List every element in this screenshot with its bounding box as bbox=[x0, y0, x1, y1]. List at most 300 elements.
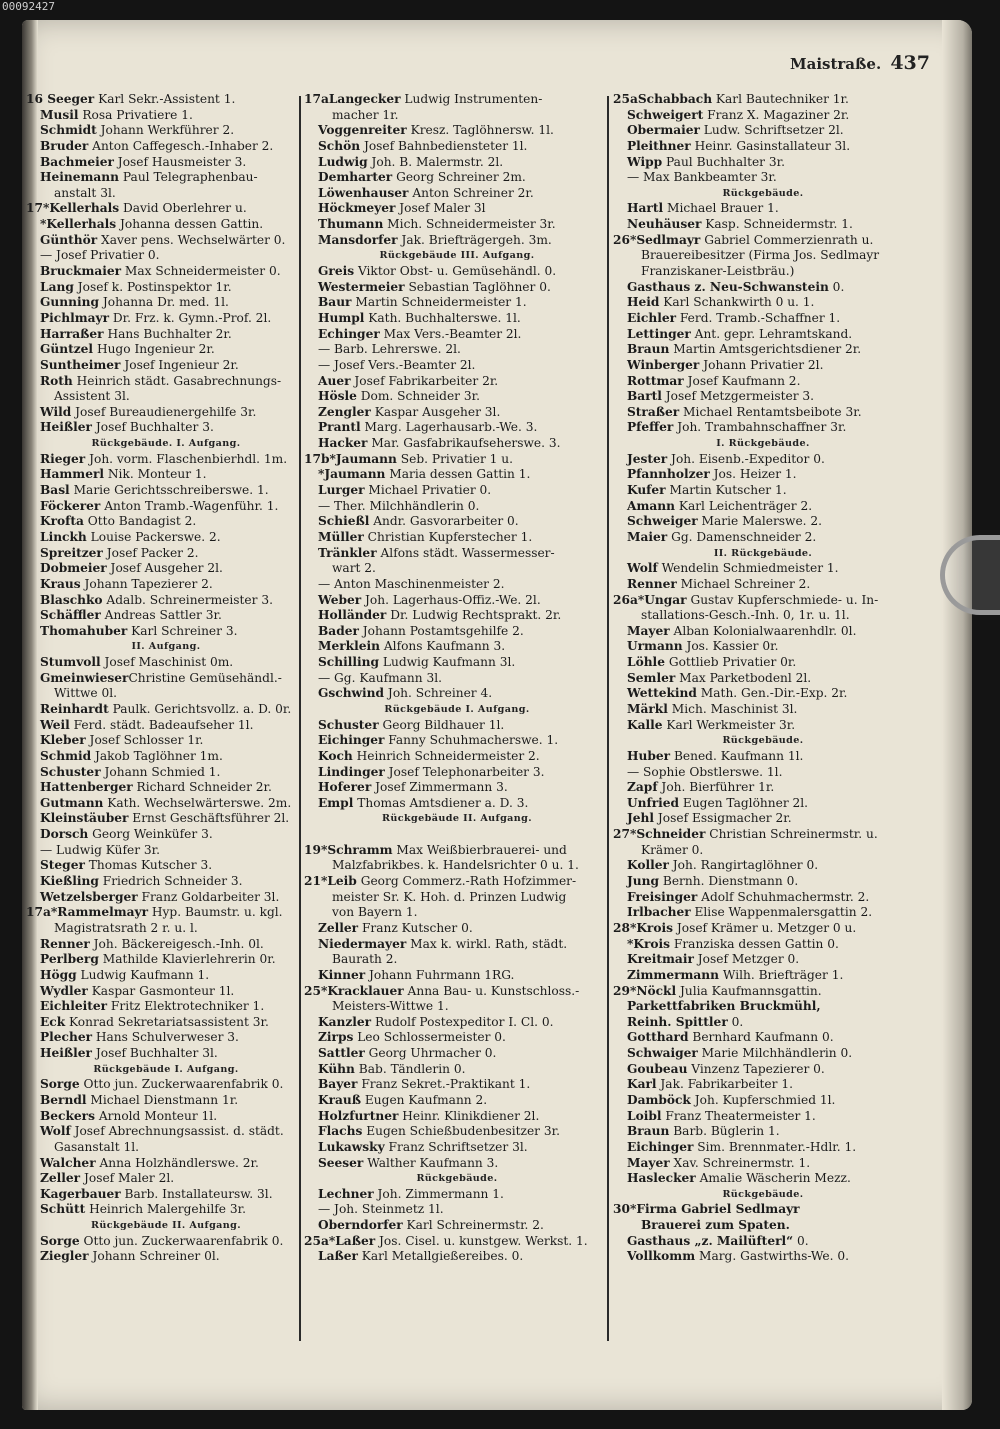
directory-entry bbox=[26, 858, 306, 874]
resident-details: Arnold Monteur 1l. bbox=[94, 1108, 218, 1123]
resident-surname: Rammelmayr bbox=[57, 905, 149, 920]
resident-surname: Wettekind bbox=[627, 686, 697, 701]
resident-surname: Eichleiter bbox=[40, 999, 108, 1014]
house-number: 25* bbox=[304, 983, 328, 998]
directory-entry bbox=[613, 170, 913, 186]
directory-entry bbox=[613, 1234, 913, 1250]
directory-entry bbox=[613, 389, 913, 405]
directory-entry bbox=[613, 201, 913, 217]
resident-surname: Gschwind bbox=[318, 686, 385, 701]
directory-entry bbox=[304, 452, 610, 468]
resident-details: Gottlieb Privatier 0r. bbox=[664, 655, 797, 670]
resident-details: Josef Packer 2. bbox=[102, 545, 199, 560]
directory-entry bbox=[613, 108, 913, 124]
resident-details: Josef Ingenieur 2r. bbox=[120, 357, 239, 372]
resident-details: Joh. B. Malermstr. 2l. bbox=[367, 154, 504, 169]
resident-details: Friedrich Schneider 3. bbox=[98, 874, 243, 889]
resident-details: Franz Schriftsetzer 3l. bbox=[384, 1139, 528, 1154]
resident-surname: Braun bbox=[627, 342, 670, 357]
directory-entry bbox=[304, 858, 610, 874]
resident-details: Otto jun. Zuckerwaarenfabrik 0. bbox=[79, 1077, 284, 1092]
directory-entry bbox=[304, 1124, 610, 1140]
directory-entry bbox=[26, 1140, 306, 1156]
resident-details: Josef Abrechnungsassist. d. städt. bbox=[70, 1124, 284, 1139]
directory-entry bbox=[26, 1109, 306, 1125]
directory-entry bbox=[613, 671, 913, 687]
resident-surname: Zirps bbox=[318, 1030, 354, 1045]
house-number: 16 bbox=[26, 92, 48, 106]
resident-details: Vinzenz Tapezierer 0. bbox=[687, 1061, 825, 1076]
page-number: 437 bbox=[890, 52, 930, 74]
directory-entry bbox=[26, 186, 306, 202]
directory-entry bbox=[304, 593, 610, 609]
directory-entry bbox=[26, 530, 306, 546]
resident-surname: Blaschko bbox=[40, 592, 103, 607]
house-number: 30* bbox=[613, 1202, 637, 1217]
resident-details: Anton Schreiner 2r. bbox=[408, 185, 534, 200]
resident-details: Sim. Brennmater.-Hdlr. 1. bbox=[693, 1139, 857, 1154]
resident-surname: Schäffler bbox=[40, 608, 101, 623]
resident-surname: Thumann bbox=[318, 217, 384, 232]
resident-surname: Hammerl bbox=[40, 467, 105, 482]
resident-details: Jak. Fabrikarbeiter 1. bbox=[656, 1077, 793, 1092]
resident-details: Josef Bahnbediensteter 1l. bbox=[360, 138, 528, 153]
resident-details: Heinrich Malergehilfe 3r. bbox=[85, 1202, 247, 1217]
directory-entry bbox=[304, 420, 610, 436]
directory-entry bbox=[26, 765, 306, 781]
resident-surname: Greis bbox=[318, 264, 355, 279]
directory-entry bbox=[26, 499, 306, 515]
resident-surname: Eichinger bbox=[318, 733, 385, 748]
directory-entry bbox=[613, 295, 913, 311]
directory-entry bbox=[304, 796, 610, 812]
resident-surname: Bachmeier bbox=[40, 154, 114, 169]
directory-entry bbox=[613, 499, 913, 515]
resident-details: Christine Gemüsehändl.- bbox=[128, 670, 282, 685]
resident-details: Wittwe 0l. bbox=[54, 686, 118, 701]
resident-details: — Ludwig Küfer 3r. bbox=[40, 842, 161, 857]
resident-surname: Jaumann bbox=[335, 451, 397, 466]
directory-entry bbox=[26, 1187, 306, 1203]
resident-details: Kath. Buchhalterswe. 1l. bbox=[364, 310, 521, 325]
resident-surname: Gutmann bbox=[40, 795, 104, 810]
resident-surname: Hacker bbox=[318, 436, 368, 451]
directory-entry bbox=[26, 233, 306, 249]
resident-details: Karl Werkmeister 3r. bbox=[662, 717, 796, 732]
directory-entry bbox=[304, 718, 610, 734]
directory-entry bbox=[304, 311, 610, 327]
resident-surname: Koch bbox=[318, 748, 353, 763]
resident-details: Heinr. Klinikdiener 2l. bbox=[398, 1108, 540, 1123]
directory-entry bbox=[304, 1062, 610, 1078]
directory-entry bbox=[613, 483, 913, 499]
resident-surname: Kraus bbox=[40, 576, 81, 591]
resident-surname: Westermeier bbox=[318, 279, 405, 294]
directory-entry bbox=[304, 984, 610, 1000]
resident-surname: Holländer bbox=[318, 608, 387, 623]
resident-surname: Reinh. Spittler bbox=[627, 1014, 728, 1029]
resident-surname: Kleinstäuber bbox=[40, 811, 129, 826]
resident-surname: Bruder bbox=[40, 138, 89, 153]
directory-entry bbox=[304, 1077, 610, 1093]
section-heading: Rückgebäude II. Aufgang. bbox=[90, 1220, 242, 1232]
directory-entry bbox=[613, 530, 913, 546]
directory-entry bbox=[304, 749, 610, 765]
resident-details: Heinrich städt. Gasabrechnungs- bbox=[72, 373, 282, 388]
directory-entry bbox=[304, 577, 610, 593]
resident-surname: Urmann bbox=[627, 639, 683, 654]
resident-details: Hans Buchhalter 2r. bbox=[103, 326, 232, 341]
resident-surname: Kühn bbox=[318, 1061, 355, 1076]
resident-surname: Krofta bbox=[40, 514, 84, 529]
directory-entry bbox=[304, 280, 610, 296]
resident-details: Gasanstalt 1l. bbox=[54, 1139, 139, 1154]
directory-entry bbox=[26, 420, 306, 436]
directory-entry bbox=[613, 811, 913, 827]
resident-details: Josef Ausgeher 2l. bbox=[106, 561, 223, 576]
resident-details: Joh. vorm. Flaschenbierhdl. 1m. bbox=[85, 451, 288, 466]
directory-entry bbox=[26, 405, 306, 421]
resident-surname: Ludwig bbox=[318, 154, 368, 169]
resident-surname: Eichler bbox=[627, 310, 677, 325]
resident-details: Joh. Trambahnschaffner 3r. bbox=[673, 420, 847, 435]
resident-surname: Straßer bbox=[627, 404, 680, 419]
resident-surname: Oberndorfer bbox=[318, 1218, 403, 1233]
resident-surname: Weil bbox=[40, 717, 70, 732]
resident-details: Eugen Schießbudenbesitzer 3r. bbox=[362, 1124, 560, 1139]
resident-details: Hyp. Baumstr. u. kgl. bbox=[148, 905, 283, 920]
resident-surname: Weber bbox=[318, 592, 362, 607]
resident-surname: Unfried bbox=[627, 795, 680, 810]
resident-details: Wilh. Briefträger 1. bbox=[719, 967, 844, 982]
resident-details: Johann Schmied 1. bbox=[100, 764, 221, 779]
directory-entry bbox=[304, 139, 610, 155]
directory-entry bbox=[304, 530, 610, 546]
resident-details: — Josef Privatier 0. bbox=[40, 248, 160, 263]
resident-surname: Heißler bbox=[40, 1046, 92, 1061]
directory-entry bbox=[613, 280, 913, 296]
directory-entry bbox=[26, 718, 306, 734]
resident-details: Ferd. Tramb.-Schaffner 1. bbox=[676, 310, 841, 325]
house-number: 25a* bbox=[304, 1233, 336, 1248]
resident-details: Jak. Briefträgergeh. 3m. bbox=[397, 232, 552, 247]
section-heading: Rückgebäude. bbox=[722, 1188, 804, 1200]
directory-entry bbox=[304, 467, 610, 483]
resident-surname: Seeger bbox=[47, 92, 95, 106]
resident-details: Otto jun. Zuckerwaarenfabrik 0. bbox=[79, 1233, 284, 1248]
directory-entry bbox=[613, 1015, 913, 1031]
resident-details: Bened. Kaufmann 1l. bbox=[670, 748, 804, 763]
directory-entry bbox=[613, 718, 913, 734]
resident-surname: Wolf bbox=[40, 1124, 71, 1139]
house-number: 21* bbox=[304, 874, 328, 889]
resident-details: Josef Metzgermeister 3. bbox=[661, 389, 815, 404]
resident-details: Joh. Bierführer 1r. bbox=[657, 780, 775, 795]
resident-details: Josef Schlosser 1r. bbox=[85, 733, 204, 748]
directory-entry bbox=[304, 1109, 610, 1125]
directory-entry bbox=[304, 546, 610, 562]
resident-details: Hugo Ingenieur 2r. bbox=[93, 342, 215, 357]
resident-details: Jakob Taglöhner 1m. bbox=[91, 748, 223, 763]
directory-entry bbox=[26, 280, 306, 296]
resident-surname: Berndl bbox=[40, 1093, 87, 1107]
directory-entry bbox=[26, 1077, 306, 1093]
resident-details: — Joh. Steinmetz 1l. bbox=[318, 1202, 444, 1217]
resident-surname: Löhle bbox=[627, 655, 665, 670]
resident-surname: Leib bbox=[327, 874, 357, 889]
resident-surname: Sorge bbox=[40, 1077, 80, 1092]
directory-entry bbox=[613, 593, 913, 609]
directory-entry bbox=[26, 92, 306, 108]
resident-details: Joh. Eisenb.-Expeditor 0. bbox=[667, 451, 825, 466]
directory-entry bbox=[304, 608, 610, 624]
directory-entry bbox=[304, 890, 610, 906]
directory-entry bbox=[26, 561, 306, 577]
resident-surname: Rottmar bbox=[627, 373, 684, 388]
resident-surname: Jung bbox=[627, 874, 660, 889]
page-header bbox=[790, 52, 930, 74]
resident-surname: Irlbacher bbox=[627, 905, 691, 920]
resident-surname: Baur bbox=[318, 295, 352, 310]
resident-surname: Höckmeyer bbox=[318, 201, 396, 216]
resident-surname: Hattenberger bbox=[40, 780, 133, 795]
resident-details: Richard Schneider 2r. bbox=[132, 780, 272, 795]
resident-details: Georg Commerz.-Rath Hofzimmer- bbox=[356, 874, 577, 889]
resident-details: Johann Fuhrmann 1RG. bbox=[365, 967, 515, 982]
directory-entry bbox=[304, 561, 610, 577]
resident-surname: Lindinger bbox=[318, 764, 385, 779]
resident-details: Johann Werkführer 2. bbox=[96, 123, 235, 138]
directory-entry bbox=[26, 937, 306, 953]
resident-details: Rudolf Postexpeditor I. Cl. 0. bbox=[371, 1014, 554, 1029]
directory-entry bbox=[613, 874, 913, 890]
directory-entry bbox=[613, 624, 913, 640]
resident-details: Georg Bildhauer 1l. bbox=[378, 717, 505, 732]
resident-details: Kresz. Taglöhnersw. 1l. bbox=[406, 123, 554, 138]
resident-surname: Löwenhauser bbox=[318, 185, 409, 200]
directory-entry bbox=[613, 780, 913, 796]
directory-entry bbox=[613, 1062, 913, 1078]
resident-surname: *Krois bbox=[627, 936, 671, 951]
directory-entry bbox=[26, 311, 306, 327]
resident-details: Johann Postamtsgehilfe 2. bbox=[358, 623, 524, 638]
directory-entry bbox=[304, 843, 610, 859]
resident-details: Karl Schankwirth 0 u. 1. bbox=[659, 295, 815, 310]
resident-details: Franz Sekret.-Praktikant 1. bbox=[357, 1077, 531, 1092]
resident-details: Karl Sekr.-Assistent 1. bbox=[94, 92, 236, 106]
resident-surname: Langecker bbox=[328, 92, 401, 106]
directory-entry bbox=[613, 342, 913, 358]
resident-details: Joh. Lagerhaus-Offiz.-We. 2l. bbox=[361, 592, 541, 607]
directory-entry bbox=[26, 155, 306, 171]
resident-details: Mich. Maschinist 3l. bbox=[667, 701, 798, 716]
directory-entry bbox=[613, 937, 913, 953]
directory-entry bbox=[613, 561, 913, 577]
resident-surname: Linckh bbox=[40, 529, 87, 544]
resident-surname: Heinemann bbox=[40, 170, 120, 185]
resident-surname: Brauerei zum Spaten. bbox=[641, 1218, 790, 1233]
resident-surname: Voggenreiter bbox=[318, 123, 407, 138]
resident-details: Ludwig Instrumenten- bbox=[400, 92, 543, 106]
resident-details: Eugen Kaufmann 2. bbox=[361, 1093, 488, 1107]
resident-details: Brauereibesitzer (Firma Jos. Sedlmayr bbox=[641, 248, 880, 263]
resident-details: Martin Schneidermeister 1. bbox=[351, 295, 527, 310]
resident-surname: Högg bbox=[40, 967, 77, 982]
directory-entry bbox=[304, 1202, 610, 1218]
resident-surname: Stumvoll bbox=[40, 655, 101, 670]
resident-surname: Rieger bbox=[40, 451, 86, 466]
resident-details: Josef Maschinist 0m. bbox=[100, 655, 234, 670]
directory-entry bbox=[26, 702, 306, 718]
resident-details: Mathilde Klavierlehrerin 0r. bbox=[98, 952, 276, 967]
directory-entry bbox=[26, 671, 306, 687]
resident-details: Franziskaner-Leistbräu.) bbox=[641, 264, 795, 279]
resident-details: Ferd. städt. Badeaufseher 1l. bbox=[69, 717, 254, 732]
resident-surname: Dorsch bbox=[40, 827, 89, 842]
section-heading: Rückgebäude III. Aufgang. bbox=[379, 250, 535, 262]
resident-details: Hans Schulverweser 3. bbox=[92, 1030, 239, 1045]
resident-details: Louise Packerswe. 2. bbox=[86, 529, 221, 544]
directory-entry bbox=[26, 811, 306, 827]
directory-entry bbox=[26, 577, 306, 593]
directory-entry bbox=[304, 217, 610, 233]
directory-entry bbox=[613, 264, 913, 280]
directory-entry bbox=[304, 295, 610, 311]
resident-details: Konrad Sekretariatsassistent 3r. bbox=[65, 1014, 269, 1029]
directory-entry bbox=[26, 905, 306, 921]
directory-entry bbox=[26, 514, 306, 530]
resident-details: 0. bbox=[828, 279, 845, 294]
directory-entry bbox=[304, 937, 610, 953]
directory-entry bbox=[304, 733, 610, 749]
resident-details: Marg. Gastwirths-We. 0. bbox=[695, 1249, 849, 1264]
section-heading: Rückgebäude. bbox=[722, 735, 804, 747]
resident-details: Joh. Zimmermann 1. bbox=[373, 1186, 504, 1201]
resident-details: Max Vers.-Beamter 2l. bbox=[379, 326, 522, 341]
resident-surname: Märkl bbox=[627, 701, 668, 716]
resident-surname: Föckerer bbox=[40, 498, 101, 513]
house-number: 29* bbox=[613, 983, 637, 998]
resident-details: Eugen Taglöhner 2l. bbox=[679, 795, 809, 810]
directory-entry bbox=[26, 1156, 306, 1172]
resident-surname: Thomahuber bbox=[40, 623, 128, 638]
resident-surname: Pfannholzer bbox=[627, 467, 710, 482]
resident-details: Dr. Frz. k. Gymn.-Prof. 2l. bbox=[109, 310, 272, 325]
resident-details: Marie Milchhändlerin 0. bbox=[697, 1046, 853, 1061]
directory-entry bbox=[613, 514, 913, 530]
resident-details: Johann Privatier 2l. bbox=[699, 357, 824, 372]
resident-details: Dom. Schneider 3r. bbox=[356, 389, 480, 404]
resident-surname: Gmeinwieser bbox=[40, 670, 129, 685]
resident-surname: Hartl bbox=[627, 201, 664, 216]
resident-surname: Zapf bbox=[627, 780, 658, 795]
resident-details: Alfons Kaufmann 3. bbox=[380, 639, 506, 654]
resident-details: Alban Kolonialwaarenhdlr. 0l. bbox=[669, 623, 857, 638]
resident-details: Kath. Wechselwärterswe. 2m. bbox=[103, 795, 292, 810]
directory-entry bbox=[613, 1249, 913, 1265]
directory-entry bbox=[613, 452, 913, 468]
resident-details: Franziska dessen Gattin 0. bbox=[670, 936, 839, 951]
directory-entry bbox=[304, 264, 610, 280]
directory-entry bbox=[304, 765, 610, 781]
resident-surname: Schießl bbox=[318, 514, 370, 529]
resident-surname: Humpl bbox=[318, 310, 365, 325]
resident-surname: Lang bbox=[40, 279, 74, 294]
resident-details: Josef k. Postinspektor 1r. bbox=[73, 279, 232, 294]
resident-details: Walther Kaufmann 3. bbox=[363, 1155, 499, 1170]
resident-surname: Tränkler bbox=[318, 545, 377, 560]
directory-entry bbox=[26, 952, 306, 968]
directory-entry bbox=[304, 514, 610, 530]
resident-details: Josef Fabrikarbeiter 2r. bbox=[350, 373, 499, 388]
resident-details: Martin Kutscher 1. bbox=[665, 483, 787, 498]
directory-entry bbox=[613, 467, 913, 483]
resident-surname: Laßer bbox=[318, 1249, 358, 1264]
resident-details: Jos. Kassier 0r. bbox=[682, 639, 779, 654]
section-heading: Rückgebäude. bbox=[416, 1173, 498, 1185]
directory-entry bbox=[26, 467, 306, 483]
resident-surname: Pleithner bbox=[627, 138, 691, 153]
resident-surname: Güntzel bbox=[40, 342, 94, 357]
resident-surname: Perlberg bbox=[40, 952, 99, 967]
resident-surname: Flachs bbox=[318, 1124, 363, 1139]
resident-details: Josef Telephonarbeiter 3. bbox=[384, 764, 545, 779]
resident-details: Josef Bureaudienergehilfe 3r. bbox=[71, 404, 257, 419]
resident-details: Mich. Schneidermeister 3r. bbox=[383, 217, 556, 232]
archive-stamp: 00092427 bbox=[2, 0, 55, 13]
resident-details: Barb. Büglerin 1. bbox=[669, 1124, 780, 1139]
resident-surname: Schön bbox=[318, 138, 361, 153]
directory-entry bbox=[26, 843, 306, 859]
directory-entry bbox=[613, 420, 913, 436]
resident-surname: Krauß bbox=[318, 1093, 362, 1107]
resident-surname: Seeser bbox=[318, 1155, 364, 1170]
directory-entry bbox=[304, 1030, 610, 1046]
directory-entry bbox=[304, 108, 610, 124]
resident-surname: Haslecker bbox=[627, 1171, 696, 1186]
resident-surname: Wild bbox=[40, 404, 72, 419]
resident-surname: Mayer bbox=[627, 623, 670, 638]
resident-surname: Lukawsky bbox=[318, 1139, 385, 1154]
resident-surname: Gunning bbox=[40, 295, 100, 310]
resident-surname: Jehl bbox=[627, 811, 655, 826]
resident-surname: Schilling bbox=[318, 655, 379, 670]
directory-entry bbox=[26, 999, 306, 1015]
directory-entry bbox=[26, 593, 306, 609]
resident-surname: Wolf bbox=[627, 561, 658, 576]
directory-entry bbox=[304, 1156, 610, 1172]
resident-details: Karl Schreiner 3. bbox=[127, 623, 238, 638]
directory-entry bbox=[304, 405, 610, 421]
resident-surname: Lettinger bbox=[627, 326, 691, 341]
directory-entry bbox=[26, 780, 306, 796]
resident-details: Josef Maler 3l bbox=[395, 201, 486, 216]
resident-surname: Eck bbox=[40, 1014, 66, 1029]
directory-entry bbox=[26, 264, 306, 280]
directory-entry bbox=[304, 639, 610, 655]
directory-entry bbox=[613, 921, 913, 937]
resident-details: — Gg. Kaufmann 3l. bbox=[318, 670, 442, 685]
resident-details: Michael Privatier 0. bbox=[364, 483, 492, 498]
directory-entry bbox=[613, 1093, 913, 1109]
resident-surname: Gasthaus z. Neu-Schwanstein bbox=[627, 279, 829, 294]
section-heading: II. Rückgebäude. bbox=[713, 547, 813, 559]
resident-details: Amalie Wäscherin Mezz. bbox=[695, 1171, 851, 1186]
resident-details: Joh. Schreiner 4. bbox=[384, 686, 493, 701]
directory-entry bbox=[304, 999, 610, 1015]
directory-entry bbox=[613, 1171, 913, 1187]
resident-surname: Winberger bbox=[627, 357, 700, 372]
